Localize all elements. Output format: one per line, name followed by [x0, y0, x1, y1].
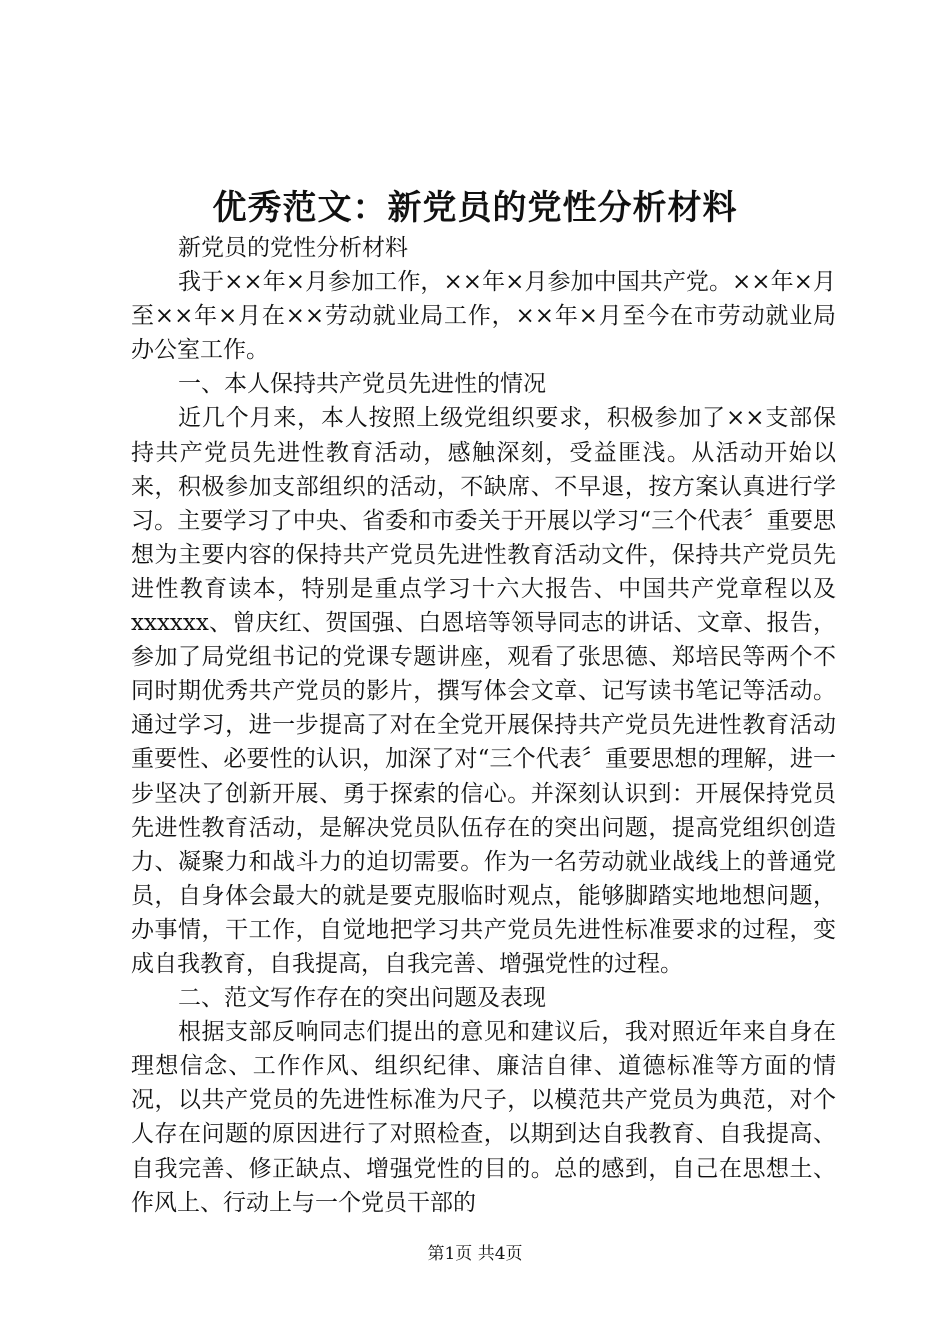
section-heading-1: 一、本人保持共产党员先进性的情况: [178, 371, 546, 398]
section-heading-2: 二、范文写作存在的突出问题及表现: [178, 985, 546, 1012]
document-title: 优秀范文：新党员的党性分析材料: [212, 188, 738, 228]
paragraph-section-1: 近几个月来，本人按照上级党组织要求，积极参加了××支部保持共产党员先进性教育活动，感触深刻，受益匪浅。从活动开始以来，积极参加支部组织的活动，不缺席、不早退，按方案认真进行学习。主要学习了中央、省委和市委关于开展以学习“三个代表〞重要思想为主要内容的保持共产党员先进性教育活动文件，保持共产党员先进性教育读本，特别是重点学习十六大报告、中国共产党章程以及xxxxxx、曾庆红、贺国强、白恩培等领导同志的讲话、文章、报告，参加了局党组书记的党课专题讲座，观看了张思德、郑培民等两个不同时期优秀共产党员的影片，撰写体会文章、记写读书笔记等活动。通过学习，进一步提高了对在全党开展保持共产党员先进性教育活动重要性、必要性的认识，加深了对“三个代表〞重要思想的理解，进一步坚决了创新开展、勇于探索的信心。并深刻认识到：开展保持党员先进性教育活动，是解决党员队伍存在的突出问题，提高党组织创造力、凝聚力和战斗力的迫切需要。作为一名劳动就业战线上的普通党员，自身体会最大的就是要克服临时观点，能够脚踏实地地想问题，办事情，干工作，自觉地把学习共产党员先进性标准要求的过程，变成自我教育，自我提高，自我完善、增强党性的过程。: [131, 405, 836, 977]
document-body: [131, 231, 836, 1220]
paragraph-section-2: 根据支部反响同志们提出的意见和建议后，我对照近年来自身在理想信念、工作作风、组织纪律、廉洁自律、道德标准等方面的情况，以共产党员的先进性标准为尺子，以模范共产党员为典范，对个人存在问题的原因进行了对照检查，以期到达自我教育、自我提高、自我完善、修正缺点、增强党性的目的。总的感到，自己在思想土、作风上、行动上与一个党员干部的: [131, 1019, 836, 1216]
paragraph-intro: 我于××年×月参加工作，××年×月参加中国共产党。××年×月至××年×月在××劳动就业局工作，××年×月至今在市劳动就业局办公室工作。: [131, 269, 836, 364]
paragraph-subtitle: 新党员的党性分析材料: [178, 235, 408, 261]
page-number-footer: 第1页 共4页: [427, 1244, 523, 1264]
